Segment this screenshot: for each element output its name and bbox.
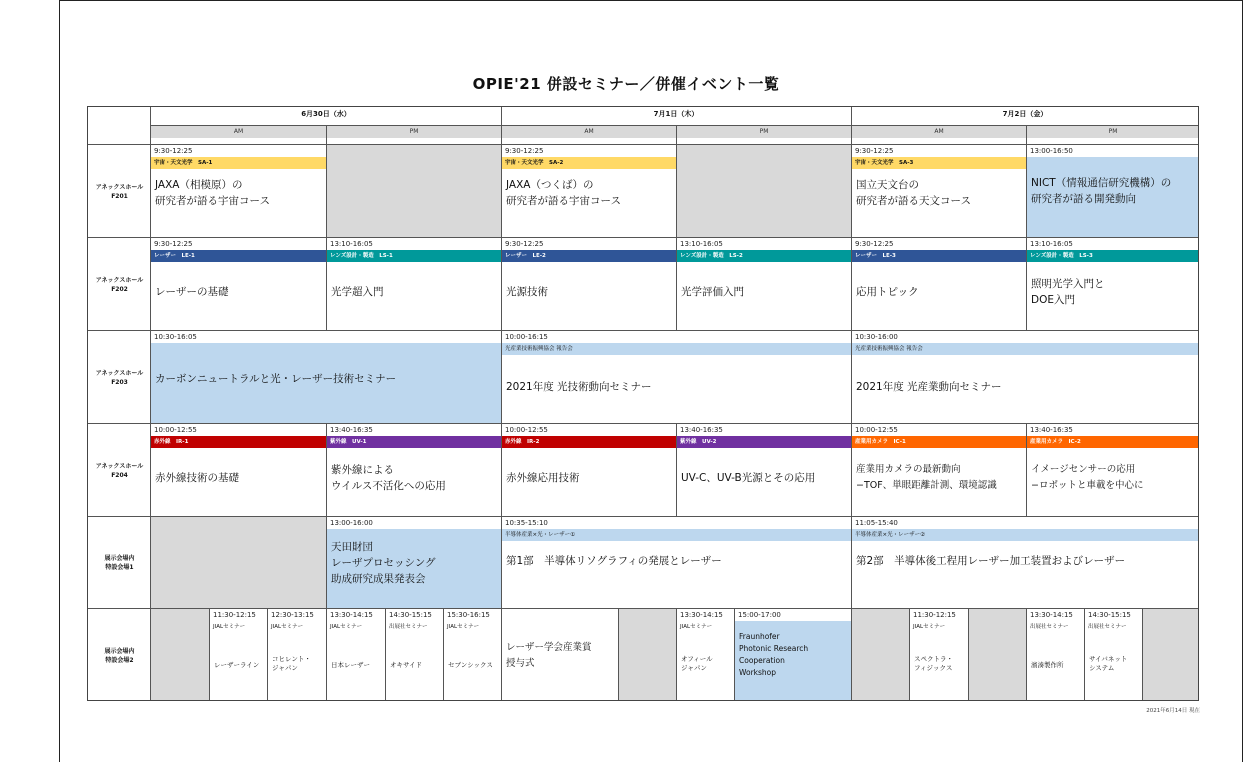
category-tag: 赤外線 IR-2: [502, 436, 676, 448]
grid-line: [501, 107, 502, 701]
session-time: 13:40-16:35: [1030, 426, 1073, 434]
grid-line: [443, 608, 444, 701]
session-title: 光源技術: [506, 286, 548, 298]
session-uv1[interactable]: [327, 424, 501, 517]
room-f204: アネックスホール F204: [95, 462, 144, 479]
grid-line: [267, 608, 268, 701]
session-time: 12:30-13:15: [271, 611, 314, 619]
session-title: 紫外線による ウイルス不活化への応用: [331, 464, 446, 492]
grid-line: [209, 608, 210, 701]
session-time: 9:30-12:25: [855, 147, 894, 155]
session-time: 10:00-12:55: [505, 426, 548, 434]
category-tag: 産業用カメラ IC-1: [852, 436, 1026, 448]
session-time: 10:00-12:55: [855, 426, 898, 434]
page-title: OPIE'21 併設セミナー／併催イベント一覧: [472, 75, 780, 93]
seminar-seven-six[interactable]: [444, 609, 501, 701]
empty-slot: [677, 145, 851, 238]
session-ic1[interactable]: [852, 424, 1026, 517]
session-ls3[interactable]: [1027, 238, 1199, 331]
empty-slot: [852, 609, 909, 701]
session-title: 光学超入門: [331, 286, 384, 298]
grid-line: [734, 608, 735, 701]
category-tag: JIALセミナー: [447, 624, 480, 630]
category-tag: 宇宙・天文光学 SA-2: [502, 157, 676, 169]
grid-line: [88, 516, 1199, 517]
session-title: 赤外線応用技術: [506, 472, 580, 484]
session-title: スペクトラ・ フィジックス: [914, 655, 953, 672]
session-amada[interactable]: [327, 517, 501, 609]
session-time: 11:30-12:15: [213, 611, 256, 619]
category-tag: レンズ設計・製造 LS-2: [677, 250, 851, 262]
grid-line: [1026, 423, 1027, 517]
grid-line: [968, 608, 969, 701]
session-title: オキサイド: [390, 661, 423, 669]
category-tag: 出展社セミナー: [389, 624, 428, 630]
session-title: Fraunhofer Photonic Research Cooperation Workshop: [739, 632, 809, 677]
grid-line: [88, 237, 1199, 238]
seminar-coherent[interactable]: [268, 609, 326, 701]
category-tag: JIALセミナー: [213, 624, 246, 630]
category-tag: 赤外線 IR-1: [151, 436, 326, 448]
category-tag: 光産業技術振興協会 報告会: [852, 343, 1199, 355]
grid-line: [1084, 608, 1085, 701]
session-title: 2021年度 光産業動向セミナー: [856, 381, 1002, 393]
session-time: 13:00-16:00: [330, 519, 373, 527]
session-title: 2021年度 光技術動向セミナー: [506, 381, 652, 393]
session-title: サイバネット システム: [1089, 655, 1128, 672]
session-title: コヒレント・ ジャパン: [272, 655, 311, 672]
room-f203: アネックスホール F203: [95, 369, 144, 386]
session-time: 14:30-15:15: [1088, 611, 1131, 619]
grid-line: [1142, 608, 1143, 701]
grid-line: [326, 423, 327, 701]
category-tag: 紫外線 UV-2: [677, 436, 851, 448]
session-carbon-neutral[interactable]: [151, 331, 501, 424]
session-title: オフィール ジャパン: [681, 655, 713, 672]
schedule-table: [87, 106, 1199, 701]
session-ls1[interactable]: [327, 238, 501, 331]
session-title: 第1部 半導体リソグラフィの発展とレーザー: [506, 555, 722, 567]
session-nict[interactable]: [1027, 145, 1199, 238]
grid-line: [88, 608, 1199, 609]
session-title: NICT（情報通信研究機構）の 研究者が語る開発動向: [1031, 177, 1172, 205]
empty-slot: [151, 517, 326, 609]
seminar-cybernet[interactable]: [1085, 609, 1142, 701]
session-time: 10:35-15:10: [505, 519, 548, 527]
session-time: 10:00-12:55: [154, 426, 197, 434]
session-title: JAXA（つくば）の 研究者が語る宇宙コース: [506, 179, 621, 207]
session-time: 9:30-12:25: [154, 147, 193, 155]
session-time: 10:30-16:00: [855, 333, 898, 341]
category-tag: JIALセミナー: [271, 624, 304, 630]
session-time: 15:00-17:00: [738, 611, 781, 619]
session-time: 13:30-14:15: [680, 611, 723, 619]
category-tag: 産業用カメラ IC-2: [1027, 436, 1199, 448]
session-time: 13:00-16:50: [1027, 145, 1199, 157]
grid-line: [909, 608, 910, 701]
room-hall1: 展示会場内 特設会場1: [104, 555, 135, 571]
grid-line: [88, 423, 1199, 424]
session-time: 15:30-16:15: [447, 611, 490, 619]
category-tag: レンズ設計・製造 LS-3: [1027, 250, 1199, 262]
session-time: 14:30-15:15: [389, 611, 432, 619]
session-time: 11:05-15:40: [855, 519, 898, 527]
session-le3[interactable]: [852, 238, 1026, 331]
seminar-spectra-physics[interactable]: [910, 609, 968, 701]
empty-slot: [151, 609, 209, 701]
session-time: 9:30-12:25: [505, 147, 544, 155]
session-time: 10:00-16:15: [505, 333, 548, 341]
grid-line: [1026, 608, 1027, 701]
am-label-0701: AM: [502, 126, 676, 138]
category-tag: 宇宙・天文光学 SA-3: [852, 157, 1026, 169]
category-tag: 出展社セミナー: [1030, 624, 1069, 630]
grid-line: [851, 107, 852, 701]
category-tag: 半導体産業×光・レーザー①: [502, 529, 851, 541]
session-ir1[interactable]: [151, 424, 326, 517]
session-title: イメージセンサーの応用 −ロボットと車載を中心に: [1031, 464, 1144, 491]
day-header-0702: 7月2日（金）: [1002, 110, 1048, 118]
pm-label-0701: PM: [677, 126, 851, 138]
session-ic2[interactable]: [1027, 424, 1199, 517]
as-of-date: 2021年6月14日 現在: [1146, 708, 1200, 714]
session-title: 照明光学入門と DOE入門: [1031, 278, 1105, 306]
empty-slot: [969, 609, 1026, 701]
session-title: 国立天文台の 研究者が語る天文コース: [856, 179, 971, 207]
session-ls2[interactable]: [677, 238, 851, 331]
grid-line: [676, 423, 677, 517]
room-f201: アネックスホール F201: [95, 183, 144, 200]
day-header-0630: 6月30日（水）: [301, 110, 351, 118]
category-tag: 紫外線 UV-1: [327, 436, 501, 448]
category-tag: JIALセミナー: [680, 624, 713, 630]
session-title: レーザーの基礎: [155, 286, 229, 298]
session-title: カーボンニュートラルと光・レーザー技術セミナー: [155, 373, 397, 385]
session-time: 13:40-16:35: [680, 426, 723, 434]
session-time: 13:40-16:35: [330, 426, 373, 434]
session-time: 13:10-16:05: [680, 240, 723, 248]
session-title: レーザー学会産業賞 授与式: [506, 641, 592, 669]
session-time: 11:30-12:15: [913, 611, 956, 619]
am-label-0630: AM: [151, 126, 326, 138]
session-title: 赤外線技術の基礎: [155, 472, 239, 484]
session-title: 天田財団 レーザプロセッシング 助成研究成果発表会: [331, 541, 436, 585]
session-time: 13:10-16:05: [330, 240, 373, 248]
room-hall2: 展示会場内 特設会場2: [104, 647, 135, 664]
seminar-hamamatsu[interactable]: [1027, 609, 1084, 701]
grid-line: [88, 144, 1199, 145]
session-time: 13:10-16:05: [1030, 240, 1073, 248]
session-uv2[interactable]: [677, 424, 851, 517]
session-oitda-tech[interactable]: [502, 331, 851, 424]
session-time: 13:30-14:15: [1030, 611, 1073, 619]
session-semicon-1[interactable]: [502, 517, 851, 609]
session-sa2[interactable]: [502, 145, 676, 238]
grid-line: [1026, 125, 1027, 331]
category-tag: 半導体産業×光・レーザー②: [852, 529, 1199, 541]
category-tag: 出展社セミナー: [1088, 624, 1127, 630]
day-header-0701: 7月1日（木）: [653, 110, 699, 118]
session-lsj-award[interactable]: [502, 609, 618, 701]
session-sa3[interactable]: [852, 145, 1026, 238]
session-sa1[interactable]: [151, 145, 326, 238]
category-tag: レーザー LE-1: [151, 250, 326, 262]
category-tag: JIALセミナー: [330, 624, 363, 630]
grid-line: [385, 608, 386, 701]
session-oitda-industry[interactable]: [852, 331, 1199, 424]
session-title: セブンシックス: [448, 661, 493, 669]
seminar-nihon-laser[interactable]: [327, 609, 385, 701]
grid-line: [150, 107, 151, 701]
category-tag: 光産業技術振興協会 報告会: [502, 343, 851, 355]
session-title: 産業用カメラの最新動向 −TOF、単眼距離計測、環境認識: [856, 464, 997, 491]
empty-slot: [327, 145, 501, 238]
session-time: 9:30-12:25: [855, 240, 894, 248]
session-title: 日本レーザー: [331, 661, 370, 669]
session-time: 9:30-12:25: [505, 240, 544, 248]
grid-line: [676, 608, 677, 701]
session-title: 光学評価入門: [681, 286, 744, 298]
session-semicon-2[interactable]: [852, 517, 1199, 609]
pm-label-0702: PM: [1027, 126, 1199, 138]
session-title: 濱湊製作所: [1031, 661, 1064, 669]
category-tag: レーザー LE-2: [502, 250, 676, 262]
empty-slot: [619, 609, 676, 701]
category-tag: JIALセミナー: [913, 624, 946, 630]
grid-line: [676, 125, 677, 331]
am-label-0702: AM: [852, 126, 1026, 138]
category-tag: 宇宙・天文光学 SA-1: [151, 157, 326, 169]
grid-line: [618, 608, 619, 701]
category-tag: レーザー LE-3: [852, 250, 1026, 262]
session-fraunhofer[interactable]: [735, 609, 851, 701]
grid-line: [326, 125, 327, 331]
session-le2[interactable]: [502, 238, 676, 331]
session-time: 9:30-12:25: [154, 240, 193, 248]
session-time: 13:30-14:15: [330, 611, 373, 619]
seminar-laserline[interactable]: [210, 609, 267, 701]
room-f202: アネックスホール F202: [95, 276, 144, 293]
session-title: 応用トピック: [856, 286, 919, 298]
seminar-ophir[interactable]: [677, 609, 734, 701]
empty-slot: [1143, 609, 1199, 701]
session-time: 10:30-16:05: [154, 333, 197, 341]
grid-line: [88, 330, 1199, 331]
session-ir2[interactable]: [502, 424, 676, 517]
grid-line: [151, 125, 1199, 126]
session-title: レーザーライン: [214, 661, 260, 669]
session-title: 第2部 半導体後工程用レーザー加工装置およびレーザー: [856, 555, 1126, 567]
seminar-oxide[interactable]: [386, 609, 443, 701]
session-title: UV-C、UV-B光源とその応用: [681, 472, 816, 484]
session-le1[interactable]: [151, 238, 326, 331]
pm-label-0630: PM: [327, 126, 501, 138]
session-title: JAXA（相模原）の 研究者が語る宇宙コース: [155, 179, 270, 207]
category-tag: レンズ設計・製造 LS-1: [327, 250, 501, 262]
